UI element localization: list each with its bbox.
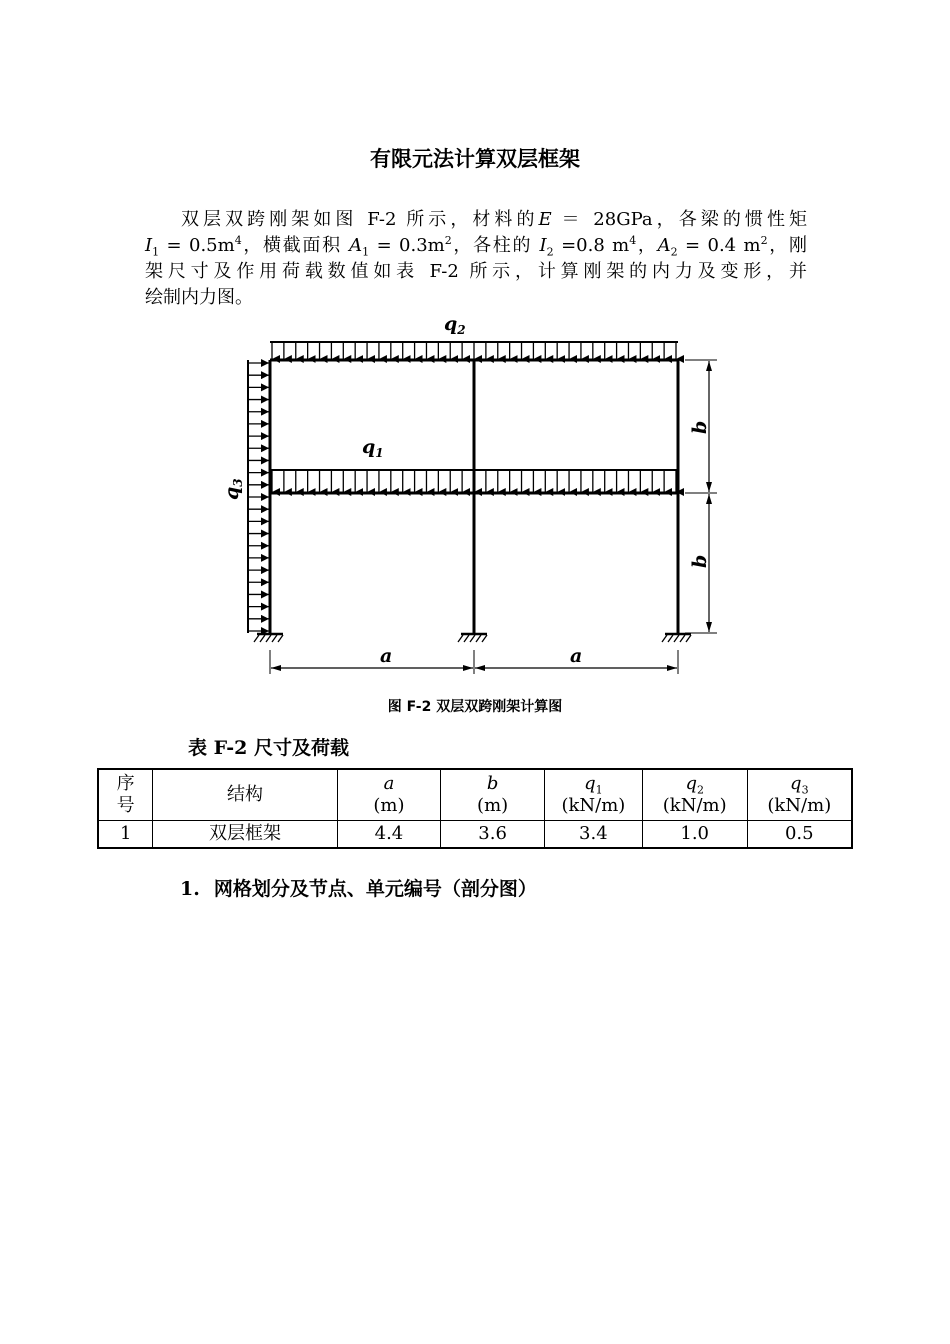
dimension-a-label-left: a [380, 645, 393, 667]
q3-label: $q_3$ [221, 478, 245, 500]
table-caption: 表 F-2 尺寸及荷载 [188, 737, 349, 759]
header-structure: 结构 [153, 769, 337, 821]
q1-label: $q_1$ [362, 436, 384, 460]
section-number: 1. [180, 878, 200, 900]
q2-distributed-load [272, 343, 676, 359]
support-hatch [278, 635, 283, 642]
parameters-table [97, 768, 853, 849]
paragraph-line-4: 绘制内力图。 [145, 287, 253, 308]
q2-label: $q_2$ [444, 313, 466, 337]
paragraph-line-3: 架尺寸及作用荷载数值如表 F-2 所示，计算刚架的内力及变形，并 [145, 261, 807, 282]
table-header-row [98, 769, 852, 821]
support-hatch [254, 635, 259, 642]
header-a: a (m) [337, 769, 441, 821]
support-hatch [686, 635, 691, 642]
support-hatch [260, 635, 265, 642]
header-q2: $q_2$ (kN/m) [642, 769, 747, 821]
cell-q1: 3.4 [544, 821, 642, 849]
support-hatch [662, 635, 667, 642]
dimension-b-label-top: b [689, 420, 711, 434]
dimension-a [270, 650, 678, 674]
support-hatch [476, 635, 481, 642]
paragraph-line-1: 双层双跨刚架如图 F-2 所示，材料的E ＝ 28GPa，各梁的惯性矩 [181, 209, 807, 230]
section-heading [180, 874, 537, 901]
figure-caption: 图 F-2 双层双跨刚架计算图 [387, 699, 563, 715]
table-row [98, 821, 852, 849]
support-hatch [668, 635, 673, 642]
dimension-b-label-bottom: b [689, 554, 711, 568]
support-hatch [674, 635, 679, 642]
cell-a: 4.4 [337, 821, 441, 849]
dimension-a-label-right: a [570, 645, 583, 667]
support-hatch [680, 635, 685, 642]
header-q3: $q_3$ (kN/m) [747, 769, 852, 821]
document-title: 有限元法计算双层框架 [370, 147, 580, 171]
support-hatch [482, 635, 487, 642]
cell-structure: 双层框架 [153, 821, 337, 849]
q3-distributed-load [249, 363, 269, 631]
fixed-supports [254, 634, 691, 642]
support-hatch [458, 635, 463, 642]
support-hatch [464, 635, 469, 642]
support-hatch [470, 635, 475, 642]
cell-q3: 0.5 [747, 821, 852, 849]
header-b: b (m) [441, 769, 545, 821]
cell-q2: 1.0 [642, 821, 747, 849]
dimension-b [685, 360, 717, 633]
header-q1: $q_1$ (kN/m) [544, 769, 642, 821]
frame-diagram [200, 310, 740, 685]
paragraph-line-2: $I_1 = 0.5m^4$，横截面积 $A_1 = 0.3m^2$，各柱的 $I_2 =0.8$ $m^4$，$A_2 = 0.4$ $m^2$，刚 [145, 234, 807, 259]
support-hatch [272, 635, 277, 642]
section-title: 网格划分及节点、单元编号（剖分图） [213, 878, 537, 900]
cell-index: 1 [98, 821, 153, 849]
cell-b: 3.6 [441, 821, 545, 849]
header-index: 序 号 [98, 769, 153, 821]
support-hatch [266, 635, 271, 642]
problem-paragraph [145, 207, 807, 311]
